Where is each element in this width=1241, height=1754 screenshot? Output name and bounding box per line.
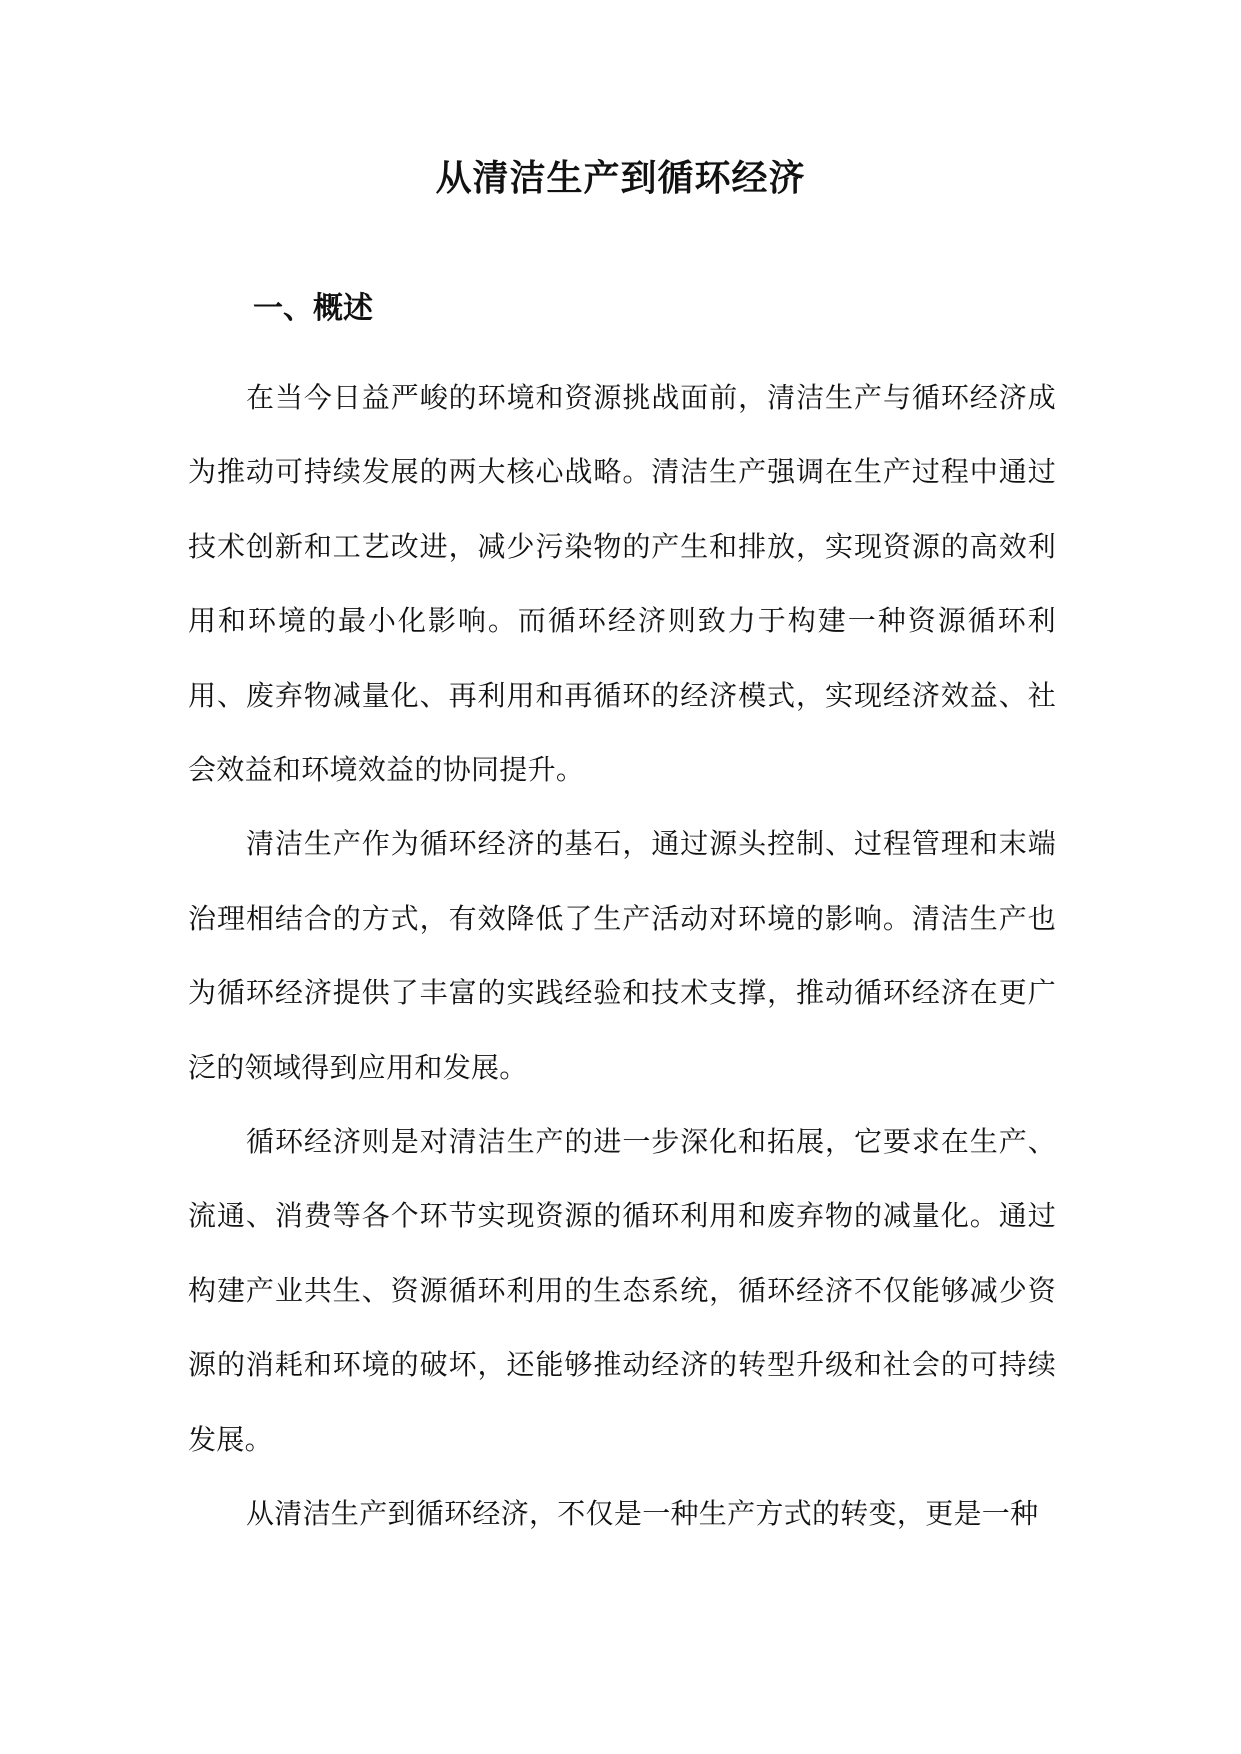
paragraph-2: 清洁生产作为循环经济的基石，通过源头控制、过程管理和末端治理相结合的方式，有效降低了生产活动对环境的影响。清洁生产也为循环经济提供了丰富的实践经验和技术支撑，推动循环经济在更广泛的领域得到应用和发展。: [188, 827, 1056, 1084]
document-title: 从清洁生产到循环经济: [435, 157, 806, 199]
paragraph-1: 在当今日益严峻的环境和资源挑战面前，清洁生产与循环经济成为推动可持续发展的两大核心战略。清洁生产强调在生产过程中通过技术创新和工艺改进，减少污染物的产生和排放，实现资源的高效利用和环境的最小化影响。而循环经济则致力于构建一种资源循环利用、废弃物减量化、再利用和再循环的经济模式，实现经济效益、社会效益和环境效益的协同提升。: [188, 381, 1056, 787]
paragraph-4: 从清洁生产到循环经济，不仅是一种生产方式的转变，更是一种: [246, 1497, 1039, 1531]
paragraph-3: 循环经济则是对清洁生产的进一步深化和拓展，它要求在生产、流通、消费等各个环节实现资源的循环利用和废弃物的减量化。通过构建产业共生、资源循环利用的生态系统，循环经济不仅能够减少资源的消耗和环境的破坏，还能够推动经济的转型升级和社会的可持续发展。: [188, 1125, 1056, 1456]
section-heading-overview: 一、概述: [253, 291, 373, 326]
section-body: [188, 361, 1056, 1552]
